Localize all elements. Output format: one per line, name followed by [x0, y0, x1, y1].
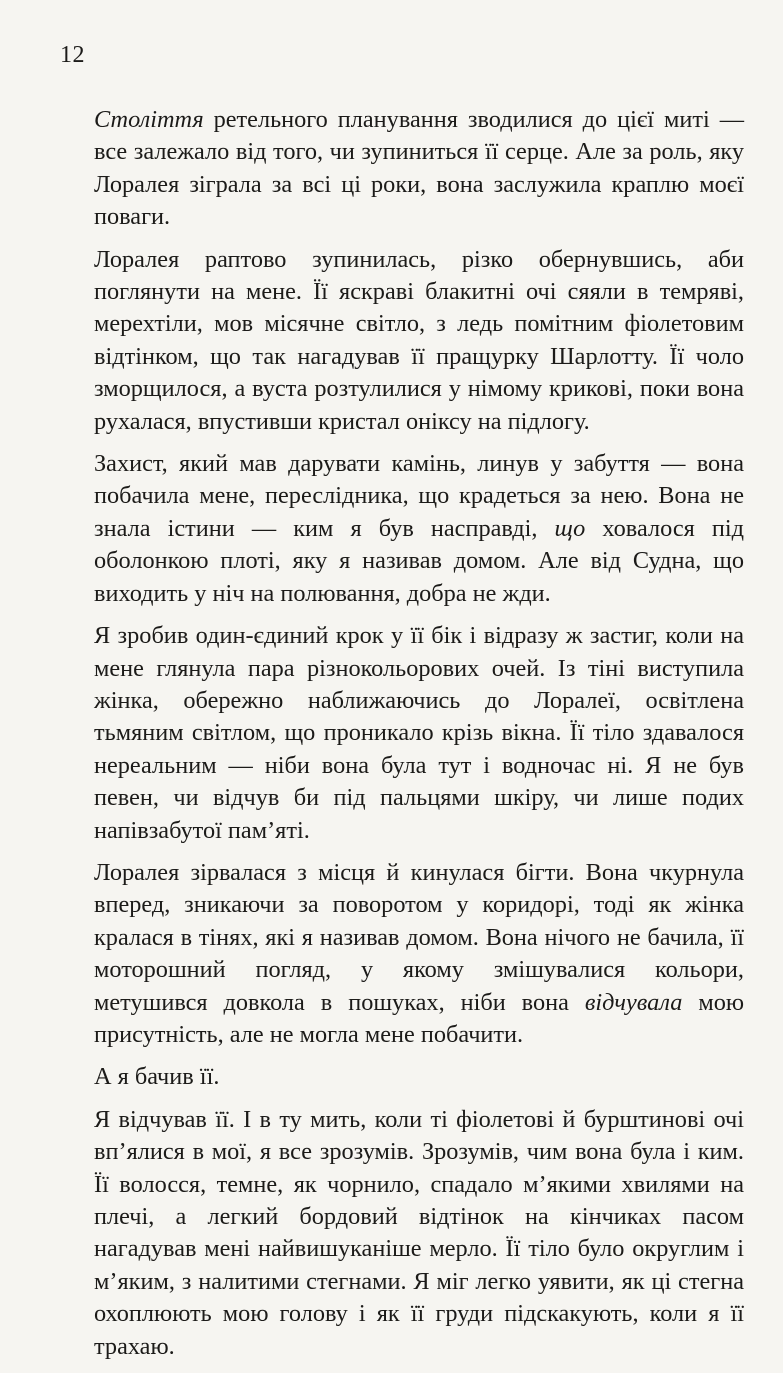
body-text	[94, 104, 744, 1373]
text-run: Я відчував її. І в ту мить, коли ті фіолетові й бурштинові очі вп’ялися в мої, я все зрозумів. Зрозумів, чим вона була і ким. Її волосся, темне, як чорнило, спадало м’якими хвилями на плечі, а легкий бордовий відтінок на кінчиках пасом нагадував мені найвишуканіше мерло. Її тіло було округлим і м’яким, з налитими стегнами. Я міг легко уявити, як ці стегна охоплюють мою голову і як її груди підскакують, коли я її трахаю.	[94, 1105, 744, 1360]
page-number: 12	[60, 42, 85, 68]
text-run: ретельного планування зводилися до цієї миті — все залежало від того, чи зупиниться її серце. Але за роль, яку Лоралея зіграла за всі ці роки, вона заслужила краплю моєї поваги.	[94, 106, 744, 231]
text-run: Лоралея зірвалася з місця й кинулася бігти. Вона чкурнула вперед, зникаючи за поворотом у коридорі, тоді як жінка кралася в тінях, які я називав домом. Вона нічого не бачила, її моторошний погляд, у якому змішувалися кольори, метушився довкола в пошуках, ніби вона	[94, 858, 744, 1016]
italic-text: відчувала	[584, 988, 683, 1016]
text-run: мою присутність, але не могла мене побачити.	[94, 988, 744, 1048]
paragraph	[94, 857, 744, 1051]
paragraph	[94, 1061, 744, 1093]
text-run: Лоралея раптово зупинилась, різко обернувшись, аби поглянути на мене. Її яскраві блакитні очі сяяли в темряві, мерехтіли, мов місячне світло, з ледь помітним фіолетовим відтінком, що так нагадував її пращурку Шарлотту. Її чоло зморщилося, а вуста розтулилися у німому крикові, поки вона рухалася, впустивши кристал оніксу на підлогу.	[94, 245, 744, 435]
text-run: Захист, який мав дарувати камінь, линув у забуття — вона побачила мене, переслідника, що крадеться за нею. Вона не знала істини — ким я був насправді,	[94, 450, 744, 542]
paragraph	[94, 448, 744, 610]
paragraph	[94, 620, 744, 847]
paragraph	[94, 244, 744, 438]
paragraph	[94, 104, 744, 234]
text-run: ховалося під оболонкою плоті, яку я називав домом. Але від Судна, що виходить у ніч на полювання, добра не жди.	[94, 514, 744, 607]
italic-text: Століття	[94, 106, 204, 133]
italic-text: що	[554, 514, 586, 542]
text-run: Я зробив один-єдиний крок у її бік і відразу ж застиг, коли на мене глянула пара різнокольорових очей. Із тіні виступила жінка, обережно наближаючись до Лоралеї, освітлена тьмяним світлом, що проникало крізь вікна. Її тіло здавалося нереальним — ніби вона була тут і водночас ні. Я не був певен, чи відчув би під пальцями шкіру, чи лише подих напівзабутої пам’яті.	[94, 622, 744, 844]
text-run: А я бачив її.	[94, 1063, 220, 1091]
paragraph	[94, 1104, 744, 1363]
